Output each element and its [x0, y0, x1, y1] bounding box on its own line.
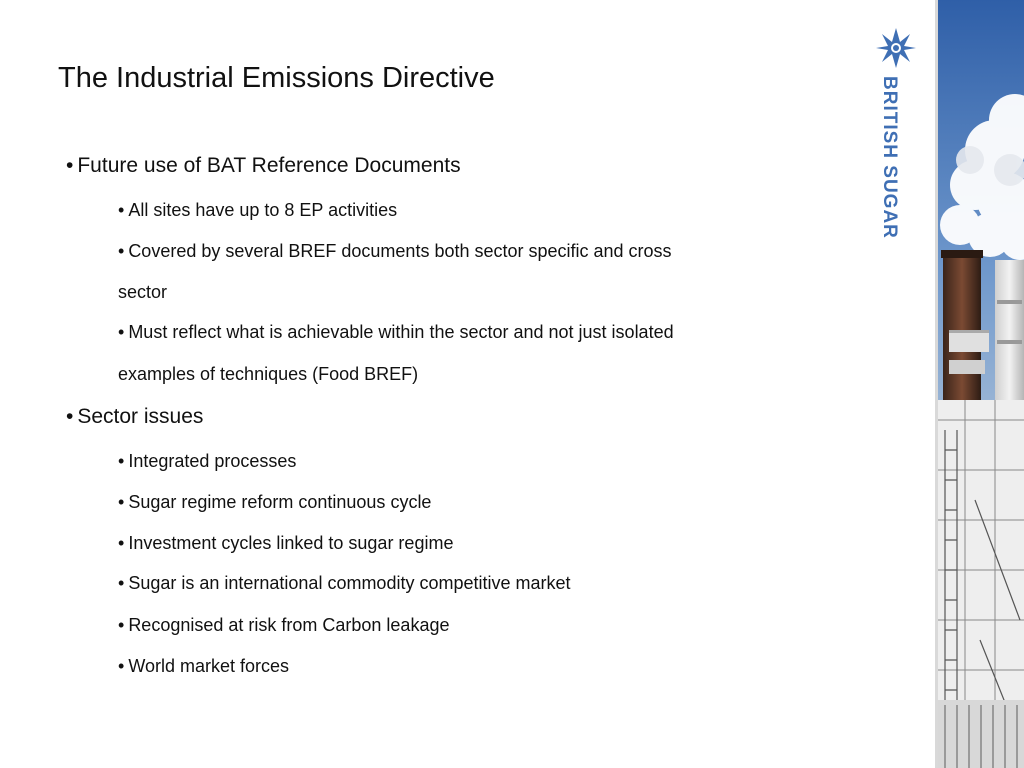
factory-photo	[935, 0, 1024, 768]
bullet-text: examples of techniques (Food BREF)	[118, 364, 419, 384]
bullet-text: sector	[118, 282, 168, 302]
bullet-marker: •	[118, 451, 125, 471]
bullet-text: All sites have up to 8 EP activities	[128, 200, 398, 220]
bullet-text: Must reflect what is achievable within the sector and not just isolated	[128, 322, 674, 342]
bullet-marker: •	[66, 154, 74, 177]
bullet-sites-ep	[118, 200, 397, 221]
bullet-text: Integrated processes	[128, 451, 297, 471]
bullet-several-bref	[118, 241, 672, 262]
bullet-marker: •	[118, 492, 125, 512]
bullet-achievable	[118, 322, 674, 343]
bullet-integrated	[118, 451, 296, 472]
bullet-text: World market forces	[128, 656, 290, 676]
bullet-regime-reform	[118, 492, 431, 513]
bullet-text: Investment cycles linked to sugar regime	[128, 533, 454, 553]
bullet-marker: •	[118, 656, 125, 676]
bullet-sector-issues	[66, 405, 203, 429]
bullet-text: Covered by several BREF documents both sector specific and cross	[128, 241, 672, 261]
bullet-marker: •	[118, 322, 125, 342]
star-icon	[876, 28, 916, 68]
bullet-marker: •	[118, 615, 125, 635]
bullet-marker: •	[118, 573, 125, 593]
bullet-investment	[118, 533, 453, 554]
bullet-achievable-cont	[118, 364, 418, 385]
bullet-text: Recognised at risk from Carbon leakage	[128, 615, 450, 635]
bullet-several-bref-cont	[118, 282, 167, 303]
logo-wordmark: BRITISH SUGAR	[879, 76, 900, 239]
bullet-text: Sugar regime reform continuous cycle	[128, 492, 432, 512]
bullet-future-bref	[66, 154, 461, 178]
bullet-marker: •	[118, 533, 125, 553]
bullet-text: Future use of BAT Reference Documents	[77, 154, 461, 177]
bullet-marker: •	[118, 241, 125, 261]
bullet-carbon	[118, 615, 449, 636]
bullet-text: Sector issues	[77, 405, 204, 428]
bullet-marker: •	[118, 200, 125, 220]
bullet-marker: •	[66, 405, 74, 428]
bullet-commodity	[118, 573, 571, 594]
bullet-text: Sugar is an international commodity competitive market	[128, 573, 571, 593]
bullet-world-market	[118, 656, 289, 677]
slide-title: The Industrial Emissions Directive	[58, 62, 495, 94]
